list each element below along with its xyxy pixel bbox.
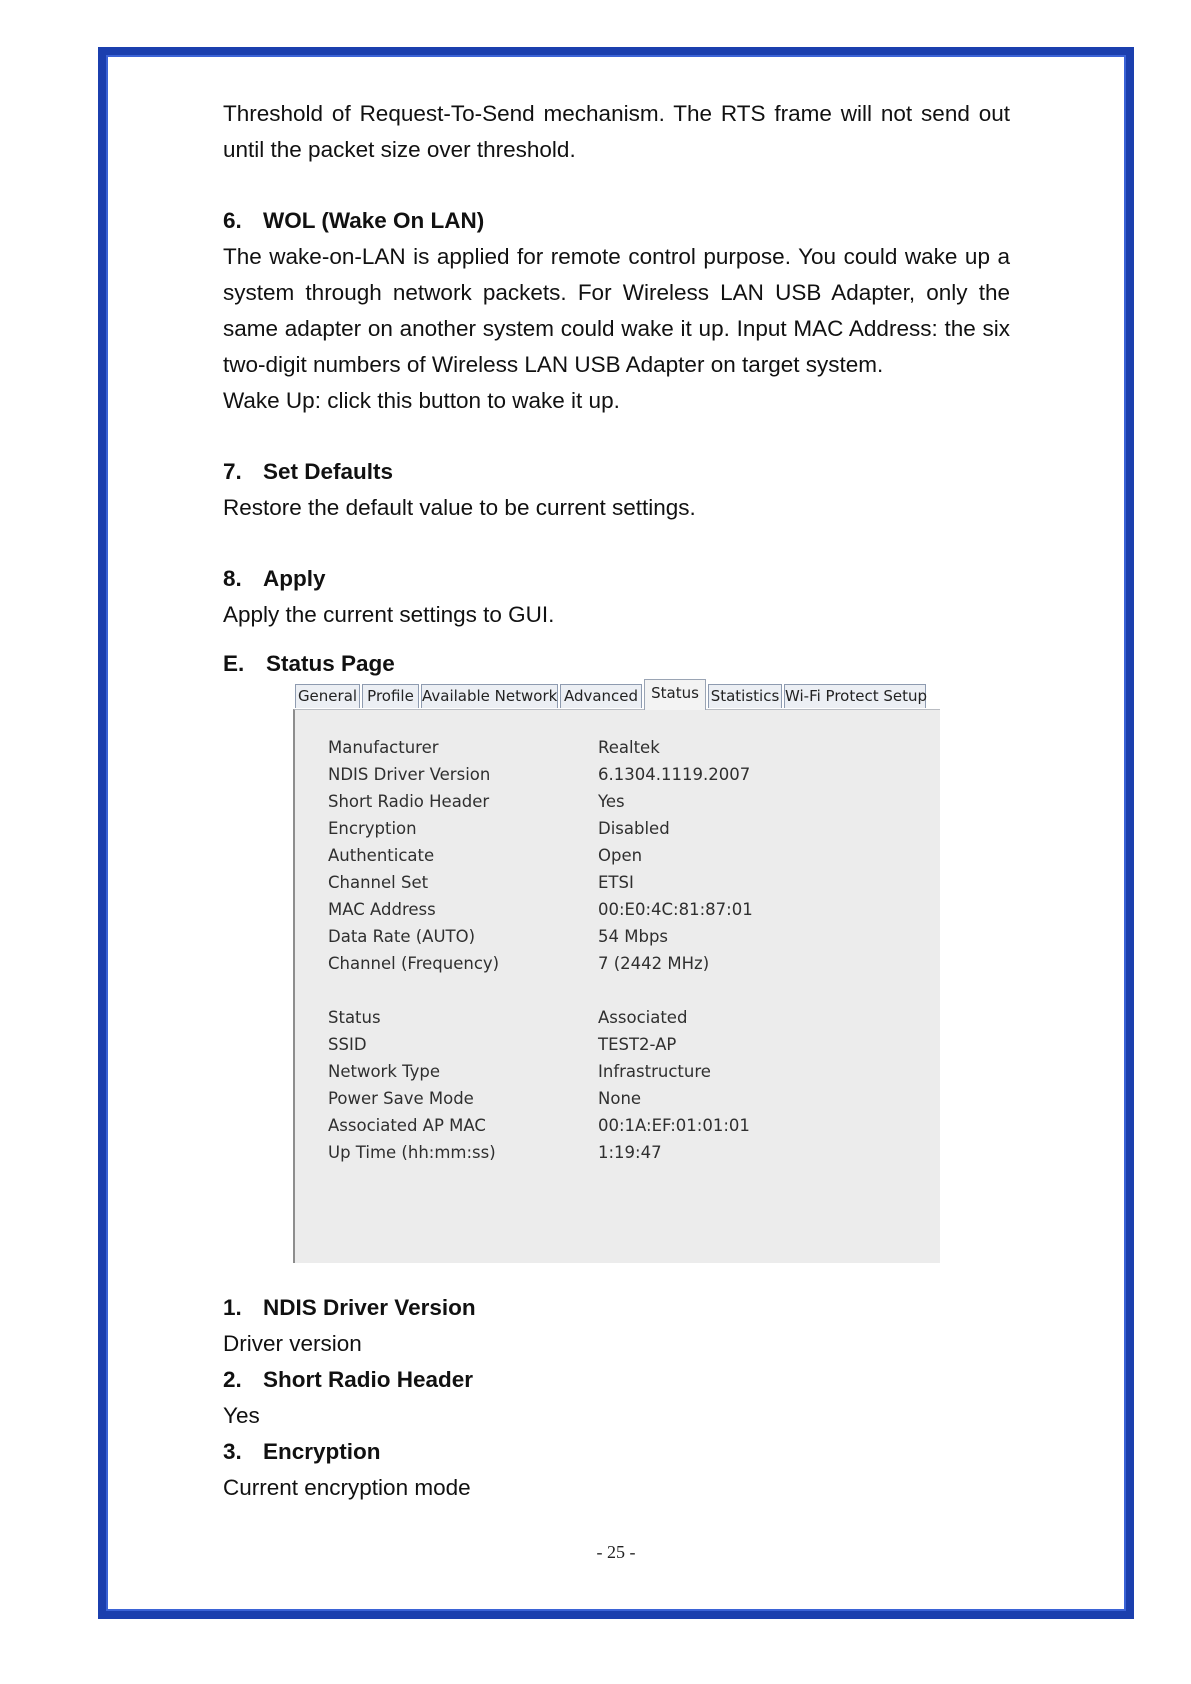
status-value: Open [598,846,643,865]
section-6-body-line: system through network packets. For Wireless LAN USB Adapter, only the [223,280,1010,305]
section-e-title: Status Page [266,651,395,676]
item-3-number: 3. [223,1439,242,1464]
tab-wifi-protect-setup[interactable]: Wi-Fi Protect Setup [784,684,926,708]
status-label: Network Type [328,1062,441,1081]
section-6-number: 6. [223,208,242,233]
section-8-heading [223,561,1010,597]
section-6-body-line: two-digit numbers of Wireless LAN USB Adapter on target system. [223,352,884,377]
status-label: Authenticate [328,846,435,865]
page-number: - 25 - [596,1542,636,1562]
item-2-number: 2. [223,1367,242,1392]
status-value: 1:19:47 [598,1143,662,1162]
section-7-title: Set Defaults [263,459,394,484]
section-e-number: E. [223,651,245,676]
status-fields-list [223,1290,1010,1506]
status-value: Realtek [598,738,660,757]
section-6-body-line: same adapter on another system could wake it up. Input MAC Address: the six [223,316,1010,341]
tab-strip [293,679,940,709]
status-label: Up Time (hh:mm:ss) [328,1143,496,1162]
status-label: Channel Set [328,873,429,892]
item-1-title: NDIS Driver Version [263,1295,476,1320]
status-page-screenshot [293,679,940,1263]
status-value: 7 (2442 MHz) [598,954,710,973]
status-label: SSID [328,1035,367,1054]
item-2-title: Short Radio Header [263,1367,474,1392]
status-value: 6.1304.1119.2007 [598,765,751,784]
status-label: Short Radio Header [328,792,490,811]
status-value: Yes [598,792,625,811]
tab-available-network[interactable]: Available Network [421,684,558,708]
section-6-heading [223,203,1010,239]
item-1-body: Driver version [223,1331,362,1356]
tab-status[interactable]: Status [644,679,706,710]
status-value: Disabled [598,819,670,838]
status-value: TEST2-AP [598,1035,677,1054]
tab-profile[interactable]: Profile [362,684,419,708]
section-6-body-line: The wake-on-LAN is applied for remote control purpose. You could wake up a [223,244,1010,269]
main-text [223,96,1010,633]
item-2-body: Yes [223,1403,260,1428]
status-label: Power Save Mode [328,1089,474,1108]
status-label: Manufacturer [328,738,439,757]
status-label: Associated AP MAC [328,1116,486,1135]
section-8-body: Apply the current settings to GUI. [223,602,555,627]
section-7-body: Restore the default value to be current settings. [223,495,696,520]
status-label: MAC Address [328,900,436,919]
item-1-heading [223,1290,1010,1326]
tab-advanced[interactable]: Advanced [560,684,642,708]
section-6-title: WOL (Wake On LAN) [263,208,485,233]
status-panel [293,709,940,1263]
section-e-heading [223,648,395,680]
item-3-heading [223,1434,1010,1470]
status-label: Data Rate (AUTO) [328,927,476,946]
item-1-number: 1. [223,1295,242,1320]
section-8-number: 8. [223,566,242,591]
intro-line-1: Threshold of Request-To-Send mechanism. The RTS frame will not send out [223,101,1010,126]
tab-statistics[interactable]: Statistics [708,684,782,708]
intro-line-2: until the packet size over threshold. [223,137,576,162]
status-value: Infrastructure [598,1062,711,1081]
item-3-body: Current encryption mode [223,1475,471,1500]
section-6-wake-up: Wake Up: click this button to wake it up. [223,388,620,413]
section-8-title: Apply [263,566,326,591]
status-value: Associated [598,1008,688,1027]
status-value: ETSI [598,873,634,892]
status-label: NDIS Driver Version [328,765,491,784]
section-7-heading [223,454,1010,490]
status-value: 00:1A:EF:01:01:01 [598,1116,750,1135]
status-label: Channel (Frequency) [328,954,500,973]
status-value: 00:E0:4C:81:87:01 [598,900,753,919]
tab-general[interactable]: General [295,684,360,708]
item-3-title: Encryption [263,1439,381,1464]
section-7-number: 7. [223,459,242,484]
item-2-heading [223,1362,1010,1398]
status-label: Encryption [328,819,417,838]
status-value: None [598,1089,642,1108]
status-value: 54 Mbps [598,927,669,946]
status-label: Status [328,1008,381,1027]
